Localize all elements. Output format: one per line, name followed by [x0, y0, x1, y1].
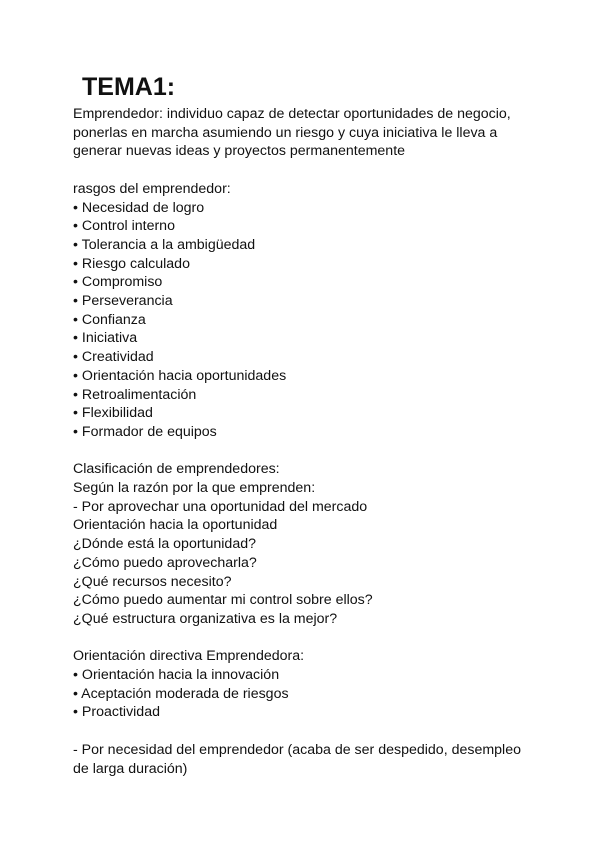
list-item: • Orientación hacia oportunidades: [73, 367, 287, 384]
text-line: Orientación hacia la oportunidad: [73, 517, 278, 534]
text-line: Clasificación de emprendedores:: [73, 461, 280, 478]
text-line: - Por aprovechar una oportunidad del mercado: [73, 498, 368, 515]
list-item: • Aceptación moderada de riesgos: [73, 685, 289, 702]
list-item: • Creatividad: [73, 349, 154, 366]
text-line: generar nuevas ideas y proyectos permanentemente: [73, 143, 406, 160]
list-item: • Compromiso: [73, 274, 163, 291]
definition-paragraph: [73, 105, 573, 161]
text-line: Emprendedor: individuo capaz de detectar oportunidades de negocio,: [73, 106, 511, 122]
list-item: • Necesidad de logro: [73, 199, 205, 216]
directive-section: [73, 647, 573, 722]
text-line: ¿Cómo puedo aprovecharla?: [73, 554, 257, 571]
traits-list: [73, 199, 573, 442]
list-item: • Perseverancia: [73, 293, 173, 310]
text-line: Orientación directiva Emprendedora:: [73, 648, 305, 665]
list-item: • Confianza: [73, 311, 146, 328]
text-line: Según la razón por la que emprenden:: [73, 480, 316, 497]
list-item: • Orientación hacia la innovación: [73, 667, 280, 684]
list-item: • Iniciativa: [73, 330, 138, 347]
text-line: ¿Dónde está la oportunidad?: [73, 536, 256, 553]
traits-heading: rasgos del emprendedor:: [73, 180, 231, 197]
necessity-section: [73, 741, 573, 778]
list-item: • Retroalimentación: [73, 386, 197, 403]
text-line: ponerlas en marcha asumiendo un riesgo y cuya iniciativa le lleva a: [73, 124, 498, 141]
page-title: TEMA1:: [82, 73, 176, 101]
list-item: • Tolerancia a la ambigüedad: [73, 236, 256, 253]
text-line: de larga duración): [73, 760, 188, 777]
list-item: • Control interno: [73, 218, 175, 235]
list-item: • Formador de equipos: [73, 423, 217, 440]
document-body: [73, 105, 573, 778]
list-item: • Flexibilidad: [73, 405, 153, 422]
text-line: ¿Qué recursos necesito?: [73, 573, 232, 590]
text-line: ¿Cómo puedo aumentar mi control sobre ellos?: [73, 592, 373, 609]
text-line: ¿Qué estructura organizativa es la mejor?: [73, 610, 338, 627]
classification-section: [73, 460, 573, 628]
list-item: • Proactividad: [73, 704, 160, 721]
text-line: - Por necesidad del emprendedor (acaba de ser despedido, desempleo: [73, 741, 521, 758]
list-item: • Riesgo calculado: [73, 255, 190, 272]
